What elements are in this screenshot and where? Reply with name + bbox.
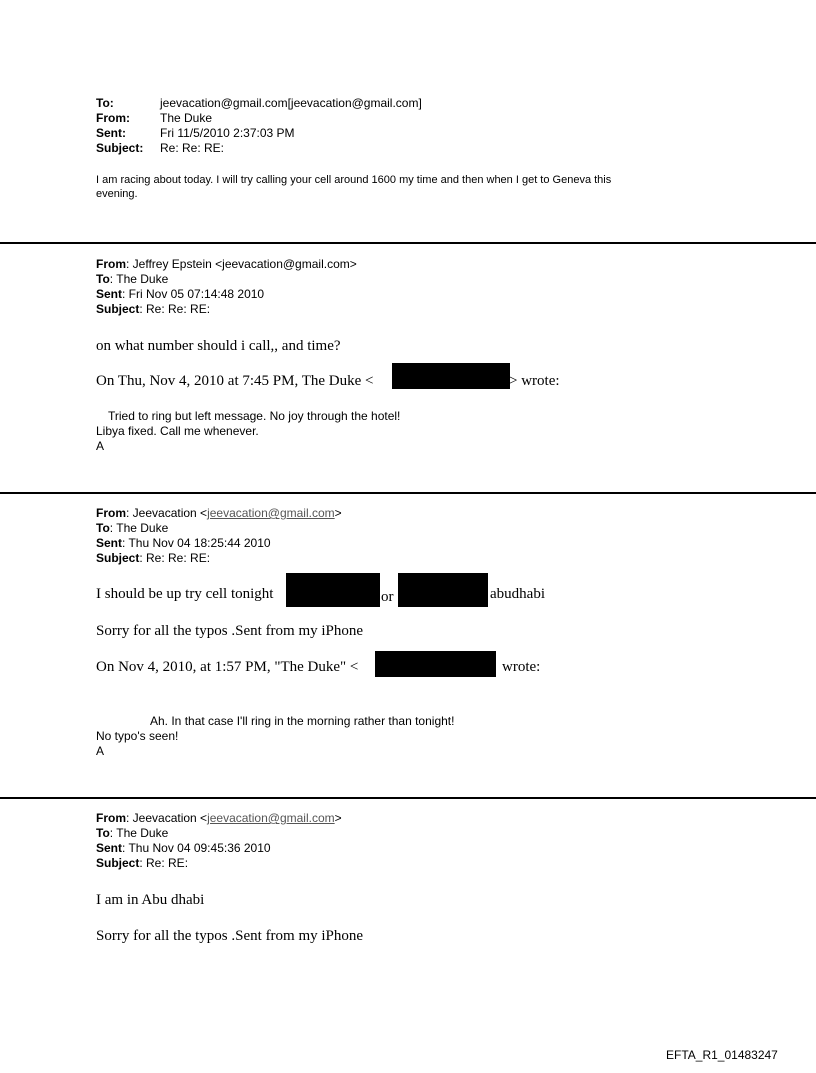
sent-value: Fri 11/5/2010 2:37:03 PM [160, 126, 295, 140]
subject-value: Re: Re: RE: [160, 141, 225, 155]
msg2-body-line-2: Sorry for all the typos .Sent from my iPhone [96, 623, 364, 639]
msg1-from: From: Jeffrey Epstein <jeevacation@gmail.com> [96, 257, 357, 271]
from-value: The Duke [160, 111, 213, 125]
to-label: To: [96, 96, 114, 110]
from-label: From: [96, 111, 130, 125]
msg1-quote-intro-pre: On Thu, Nov 4, 2010 at 7:45 PM, The Duke < [96, 373, 374, 389]
msg1-quote-line-2: Libya fixed. Call me whenever. [96, 424, 259, 438]
msg2-subject: Subject: Re: Re: RE: [96, 551, 211, 565]
redaction-box [286, 573, 380, 607]
email-link[interactable]: jeevacation@gmail.com [207, 811, 335, 825]
msg2-quote-intro-pre: On Nov 4, 2010, at 1:57 PM, "The Duke" < [96, 659, 359, 675]
top-body-line-2: evening. [96, 188, 138, 200]
msg3-to: To: The Duke [96, 826, 169, 840]
msg3-body-line-1: I am in Abu dhabi [96, 892, 205, 908]
msg2-quote-line-2: No typo's seen! [96, 729, 179, 743]
msg2-body-part-3: abudhabi [490, 586, 545, 602]
msg3-from: From: Jeevacation <jeevacation@gmail.com> [96, 811, 342, 825]
msg1-sent: Sent: Fri Nov 05 07:14:48 2010 [96, 287, 265, 301]
redaction-box [398, 573, 488, 607]
document-id: EFTA_R1_01483247 [666, 1048, 778, 1062]
msg3-sent: Sent: Thu Nov 04 09:45:36 2010 [96, 841, 271, 855]
divider [0, 242, 816, 244]
msg1-quote-line-3: A [96, 439, 105, 453]
msg2-body-part-1: I should be up try cell tonight [96, 586, 274, 602]
divider [0, 797, 816, 799]
to-value: jeevacation@gmail.com[jeevacation@gmail.com] [160, 96, 422, 110]
sent-label: Sent: [96, 126, 126, 140]
msg2-quote-line-1: Ah. In that case I'll ring in the morning rather than tonight! [150, 714, 455, 728]
msg1-body: on what number should i call,, and time? [96, 338, 341, 354]
redaction-box [375, 651, 496, 677]
msg3-body-line-2: Sorry for all the typos .Sent from my iPhone [96, 928, 364, 944]
msg2-quote-line-3: A [96, 744, 105, 758]
msg2-quote-intro-post: wrote: [502, 659, 541, 675]
msg2-from: From: Jeevacation <jeevacation@gmail.com> [96, 506, 342, 520]
top-body-line-1: I am racing about today. I will try calling your cell around 1600 my time and then when I get to Geneva this [96, 174, 612, 186]
redaction-box [392, 363, 510, 389]
subject-label: Subject: [96, 141, 144, 155]
msg1-quote-intro-post: > wrote: [509, 373, 560, 389]
msg2-to: To: The Duke [96, 521, 169, 535]
msg2-sent: Sent: Thu Nov 04 18:25:44 2010 [96, 536, 271, 550]
email-link[interactable]: jeevacation@gmail.com [207, 506, 335, 520]
msg2-body-part-2: or [381, 589, 394, 605]
msg1-subject: Subject: Re: Re: RE: [96, 302, 211, 316]
msg1-quote-line-1: Tried to ring but left message. No joy through the hotel! [108, 409, 401, 423]
divider [0, 492, 816, 494]
msg1-to: To: The Duke [96, 272, 169, 286]
msg3-subject: Subject: Re: RE: [96, 856, 189, 870]
